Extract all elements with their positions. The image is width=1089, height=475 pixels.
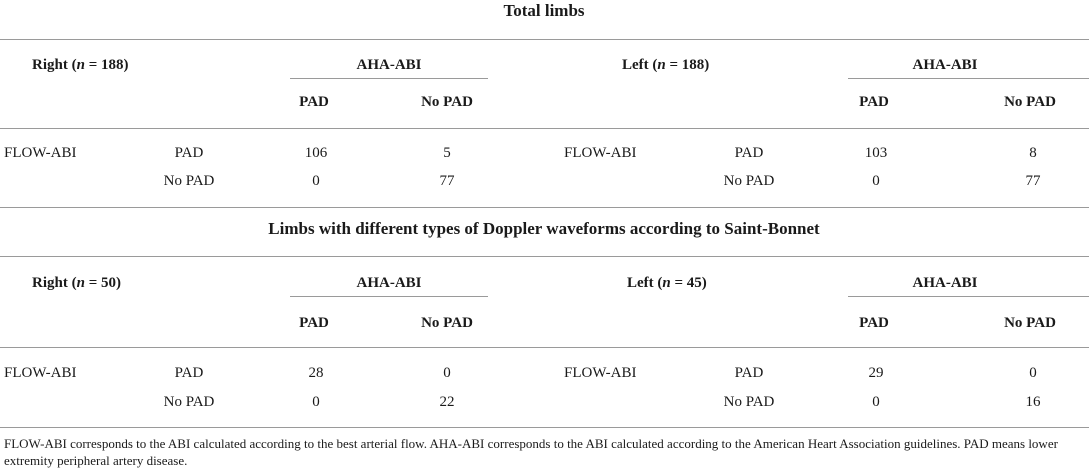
column-header-no-pad: No PAD xyxy=(1004,94,1056,110)
rule xyxy=(0,347,1089,348)
row-label: PAD xyxy=(734,365,764,381)
row-label: PAD xyxy=(174,365,204,381)
group-label-left: Left (n = 188) xyxy=(622,57,710,73)
table-cell: 0 xyxy=(872,394,880,410)
group-label-right: Right (n = 50) xyxy=(32,275,121,291)
column-header-pad: PAD xyxy=(299,94,329,110)
row-group-label: FLOW-ABI xyxy=(4,145,77,161)
table-cell: 0 xyxy=(312,394,320,410)
table-cell: 29 xyxy=(868,365,884,381)
row-label: No PAD xyxy=(723,394,775,410)
rule xyxy=(0,256,1089,257)
table-cell: 103 xyxy=(864,145,888,161)
table-cell: 0 xyxy=(1029,365,1037,381)
rule xyxy=(0,427,1089,428)
row-label: PAD xyxy=(734,145,764,161)
rule xyxy=(0,39,1089,40)
rule xyxy=(0,207,1089,208)
row-label: No PAD xyxy=(163,173,215,189)
table-cell: 16 xyxy=(1025,394,1041,410)
column-header-pad: PAD xyxy=(299,315,329,331)
column-group-rule xyxy=(290,78,488,79)
column-group-header: AHA-ABI xyxy=(356,57,422,73)
section-title: Total limbs xyxy=(503,1,585,20)
column-group-header: AHA-ABI xyxy=(912,57,978,73)
table-cell: 106 xyxy=(304,145,328,161)
column-header-no-pad: No PAD xyxy=(1004,315,1056,331)
column-header-no-pad: No PAD xyxy=(421,315,473,331)
table-cell: 22 xyxy=(439,394,455,410)
table-cell: 77 xyxy=(1025,173,1041,189)
column-group-rule xyxy=(848,296,1089,297)
row-label: No PAD xyxy=(163,394,215,410)
column-header-pad: PAD xyxy=(859,94,889,110)
column-header-pad: PAD xyxy=(859,315,889,331)
column-group-header: AHA-ABI xyxy=(356,275,422,291)
table-cell: 0 xyxy=(312,173,320,189)
column-group-rule xyxy=(848,78,1089,79)
row-group-label: FLOW-ABI xyxy=(4,365,77,381)
column-group-rule xyxy=(290,296,488,297)
table-cell: 28 xyxy=(308,365,324,381)
row-group-label: FLOW-ABI xyxy=(564,145,637,161)
rule xyxy=(0,128,1089,129)
table-cell: 77 xyxy=(439,173,455,189)
table-cell: 0 xyxy=(872,173,880,189)
column-group-header: AHA-ABI xyxy=(912,275,978,291)
table-cell: 5 xyxy=(443,145,451,161)
table-cell: 8 xyxy=(1029,145,1037,161)
row-label: PAD xyxy=(174,145,204,161)
group-label-left: Left (n = 45) xyxy=(627,275,707,291)
section-title: Limbs with different types of Doppler waveforms according to Saint-Bonnet xyxy=(268,219,820,238)
table-cell: 0 xyxy=(443,365,451,381)
table-footnote: FLOW-ABI corresponds to the ABI calculated according to the best arterial flow. AHA-ABI corresponds to the ABI calculated according to the American Heart Association guidelines. PAD means lower extremity peripheral artery disease. xyxy=(4,436,1058,468)
column-header-no-pad: No PAD xyxy=(421,94,473,110)
row-label: No PAD xyxy=(723,173,775,189)
group-label-right: Right (n = 188) xyxy=(32,57,129,73)
row-group-label: FLOW-ABI xyxy=(564,365,637,381)
